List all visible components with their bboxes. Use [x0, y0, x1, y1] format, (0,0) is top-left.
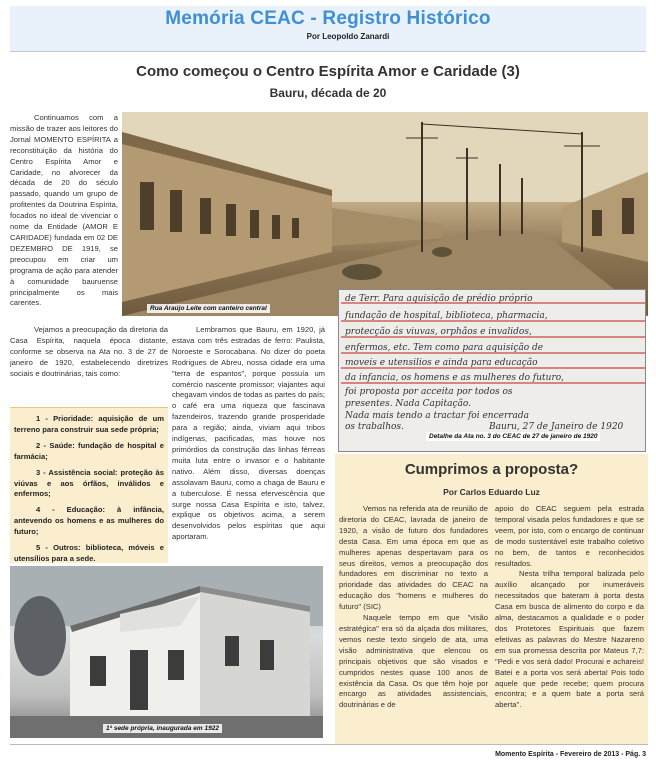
street-photo	[122, 112, 648, 316]
manuscript-line: de Terr. Para aquisição de prédio próprio	[345, 294, 533, 304]
footer-divider	[10, 744, 648, 745]
article-title: Como começou o Centro Espírita Amor e Caridade (3)	[136, 63, 520, 80]
article-column-1: Vejamos a preocupação da diretoria da Casa Espírita, naquela época distante, conforme se observa na Ata no. 3 de 27 de janeiro de 1920, estabelecendo diretrizes sociais e doutrinárias, tais como:	[10, 325, 168, 378]
priority-item: 1 - Prioridade: aquisição de um terreno para construir sua sede própria;	[14, 414, 164, 434]
sidebar-column-left	[339, 504, 488, 711]
priorities-box	[10, 407, 168, 563]
priority-item: 2 - Saúde: fundação de hospital e farmácia;	[14, 440, 164, 461]
manuscript-line: foi proposta por acceita por todos os	[345, 387, 513, 397]
street-photo-caption: Rua Araújo Leite com canteiro central	[147, 304, 270, 313]
house-photo-illustration	[10, 566, 323, 738]
sidebar-paragraph: Nesta trilha temporal balizada pelo auxílio alcançado por inumeráveis necessitados que bateram à porta desta Casa em busca de alimento do corpo e da alma, destacamos a qualidade e o poder dos Protetores Espirituais que fazem efetivas as palavras do Mestre Nazareno em sua promessa descrita por Mateus 7,7: "Pedi e vos será dado! Procurai e achareis! Batei e a porta vos será aberta! Pois todo aquele que pede recebe; quem procura encontra; e a quem bate a porta será aberta".	[495, 569, 644, 710]
manuscript-line: da infancia, os homens e as mulheres do futuro,	[345, 373, 565, 383]
manuscript-illustration	[339, 290, 646, 452]
priority-item: 4 - Educação: à infância, antevendo os homens e as mulheres do futuro;	[14, 505, 164, 537]
house-photo-caption: 1ª sede própria, inaugurada em 1922	[103, 724, 222, 733]
manuscript-line: moveis e utensilios e ainda para educação	[345, 358, 538, 368]
priority-item: 5 - Outros: biblioteca, móveis e utensílios para a sede.	[14, 543, 164, 563]
manuscript-line: Nada mais tendo a tractar foi encerrada	[345, 411, 530, 421]
street-photo-illustration	[122, 112, 648, 316]
house-photo	[10, 566, 323, 738]
masthead	[10, 6, 646, 52]
manuscript-line: os trabalhos.	[345, 422, 404, 432]
masthead-byline: Por Leopoldo Zanardi	[306, 32, 390, 41]
priority-item: 3 - Assistência social: proteção às viúvas e aos órfãos, inválidos e enfermos;	[14, 467, 164, 499]
intro-paragraph: Continuamos com a missão de trazer aos leitores do Jornal MOMENTO ESPÍRITA a reconstituição da história do Centro Espírita Amor e Caridade, no alvorecer da década de 20 do século passado, quando um grupo de profitentes da Doutrina Espírita, focados no ideal de vivenciar o nome da Entidade (AMOR E CARIDADE) fundada em 02 DE DEZEMBRO DE 1919, se preocupou em criar um programa de ação para atender à comunidade bauruense principalmente os mais carentes.	[10, 113, 118, 308]
manuscript-image	[338, 289, 646, 452]
manuscript-line: presentes. Nada Capitação.	[345, 399, 472, 409]
manuscript-caption: Detalhe da Ata no. 3 do CEAC de 27 de janeiro de 1920	[426, 432, 600, 441]
manuscript-line: enfermos, etc. Tem como para aquisição de	[345, 343, 544, 353]
article-subtitle: Bauru, década de 20	[269, 86, 387, 100]
sidebar-paragraph: Naquele tempo em que "visão estratégica" era só da alçada dos militares, vemos neste texto singelo de ata, uma visão administrativa que elencou os principais objetivos que são visados e cumpridos nestes quase 100 anos de existência da Casa. Os que têm hoje por encargo as atividades assistenciais, doutrinárias e de	[339, 613, 488, 710]
sidebar-paragraph: apoio do CEAC seguem pela estrada temporal visada pelos fundadores e que se veem, por isto, com o encargo de continuar de modo sustentável este trabalho coletivo no bem, de tantos e reconhecidos resultados.	[495, 504, 644, 568]
masthead-title: Memória CEAC - Registro Histórico	[165, 8, 491, 29]
sidebar-author: Por Carlos Eduardo Luz	[443, 487, 540, 497]
sidebar-title: Cumprimos a proposta?	[404, 461, 579, 478]
page-footer: Momento Espírita - Fevereiro de 2013 - Pág. 3	[495, 751, 646, 758]
sidebar-column-right	[495, 504, 644, 711]
manuscript-line: fundação de hospital, biblioteca, pharmacia,	[345, 311, 548, 321]
manuscript-line: Bauru, 27 de Janeiro de 1920	[489, 422, 624, 432]
article-column-2: Lembramos que Bauru, em 1920, já estava com três estradas de ferro: Paulista, Noroeste e Sorocabana. No dizer do poeta Rodrigues de Abreu, nossa cidade era uma "terra de espantos", porque possuía um comércio nascente promissor; viajantes aqui chegavam vindos de todas as partes do país; o café era uma riqueza que fascinava fazendeiros, trazendo grande prosperidade para a região; ainda, viviam aqui tribos indígenas, pacificadas, mas houve nos primórdios da construção das linhas férreas muita luta entre o invasor e o habitante nativo. Além disso, diversas doenças assolavam Bauru, como a chaga de Bauru e a tuberculose. É nessa efervescência que surge nossa Casa Espírita e isto, talvez, explique os objetivos acima, a serem desenvolvidos pelos espíritas que aqui aportaram.	[172, 325, 325, 542]
manuscript-line: protecção ás viuvas, orphãos e invalidos,	[345, 327, 532, 337]
sidebar-paragraph: Vemos na referida ata de reunião de diretoria do CEAC, lavrada de janeiro de 1920, a visão de futuro dos fundadores desta Casa. Em uma época em que as mulheres apenas despertavam para os seus direitos, vemos a preocupação dos fundadores em discriminar no texto a prioridade das atividades do CEAC na educação dos "homens e mulheres do futuro" (SIC)	[339, 504, 488, 612]
